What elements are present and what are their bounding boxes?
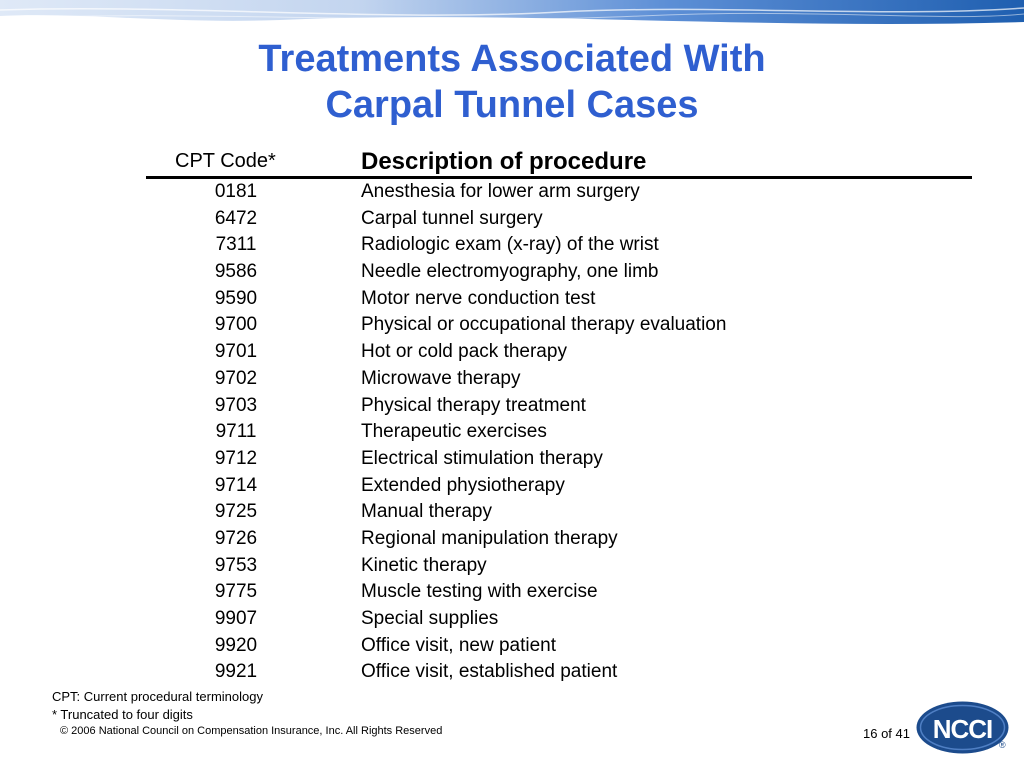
description-cell: Manual therapy [361, 501, 492, 523]
cpt-code-cell: 9586 [214, 261, 258, 283]
ncci-logo [915, 700, 1010, 755]
cpt-code-cell: 9775 [214, 581, 258, 603]
table-row [0, 473, 1024, 500]
table-row [0, 526, 1024, 553]
table-row [0, 312, 1024, 339]
column-header-code: CPT Code* [175, 150, 276, 172]
description-cell: Carpal tunnel surgery [361, 207, 543, 229]
description-cell: Muscle testing with exercise [361, 581, 598, 603]
description-cell: Therapeutic exercises [361, 421, 547, 443]
table-row [0, 606, 1024, 633]
description-cell: Extended physiotherapy [361, 474, 565, 496]
registered-mark: ® [999, 740, 1006, 750]
copyright-notice: © 2006 National Council on Compensation Insurance, Inc. All Rights Reserved [60, 725, 443, 737]
table-row [0, 286, 1024, 313]
table-row [0, 553, 1024, 580]
cpt-code-cell: 9753 [214, 554, 258, 576]
table-row [0, 446, 1024, 473]
table-row [0, 419, 1024, 446]
table-row [0, 633, 1024, 660]
cpt-code-cell: 9920 [214, 634, 258, 656]
description-cell: Office visit, new patient [361, 634, 557, 656]
cpt-code-cell: 9726 [214, 527, 258, 549]
cpt-code-cell: 9703 [214, 394, 258, 416]
cpt-code-cell: 9701 [214, 341, 258, 363]
page-number: 16 of 41 [863, 726, 910, 741]
table-row [0, 232, 1024, 259]
slide-title-line2: Carpal Tunnel Cases [325, 84, 699, 126]
footnote-truncated: * Truncated to four digits [52, 707, 193, 722]
table-row [0, 659, 1024, 686]
description-cell: Hot or cold pack therapy [361, 341, 567, 363]
description-cell: Needle electromyography, one limb [361, 261, 659, 283]
description-cell: Office visit, established patient [361, 661, 618, 683]
footnote-cpt: CPT: Current procedural terminology [52, 689, 263, 704]
slide-title [0, 36, 1024, 128]
cpt-code-cell: 9907 [214, 608, 258, 629]
description-cell: Electrical stimulation therapy [361, 447, 603, 469]
description-cell: Radiologic exam (x-ray) of the wrist [361, 234, 659, 256]
table-row [0, 499, 1024, 526]
description-cell: Anesthesia for lower arm surgery [361, 181, 640, 202]
cpt-code-cell: 9712 [214, 447, 258, 469]
description-cell: Kinetic therapy [361, 554, 487, 576]
cpt-code-cell: 0181 [214, 181, 258, 202]
cpt-code-cell: 9702 [214, 367, 258, 389]
description-cell: Physical or occupational therapy evaluation [361, 314, 727, 336]
table-row [0, 206, 1024, 233]
description-cell: Motor nerve conduction test [361, 287, 596, 309]
cpt-code-cell: 6472 [214, 207, 258, 229]
column-header-description: Description of procedure [361, 148, 647, 175]
logo-text: NCCI [932, 714, 993, 744]
slide-title-line1: Treatments Associated With [258, 38, 766, 80]
table-row [0, 259, 1024, 286]
table-row [0, 339, 1024, 366]
cpt-code-cell: 9590 [214, 287, 258, 309]
table-row [0, 393, 1024, 420]
description-cell: Physical therapy treatment [361, 394, 586, 416]
description-cell: Microwave therapy [361, 367, 521, 389]
table-row [0, 179, 1024, 206]
cpt-code-cell: 9711 [215, 421, 257, 443]
top-decorative-banner [0, 0, 1024, 30]
cpt-code-cell: 9725 [214, 501, 258, 523]
description-cell: Special supplies [361, 608, 499, 629]
table-row [0, 579, 1024, 606]
cpt-code-cell: 9714 [214, 474, 258, 496]
cpt-code-cell: 9700 [214, 314, 258, 336]
description-cell: Regional manipulation therapy [361, 527, 618, 549]
cpt-code-cell: 9921 [214, 661, 258, 683]
procedure-table [0, 179, 1024, 686]
cpt-code-cell: 7311 [215, 234, 257, 256]
table-row [0, 366, 1024, 393]
